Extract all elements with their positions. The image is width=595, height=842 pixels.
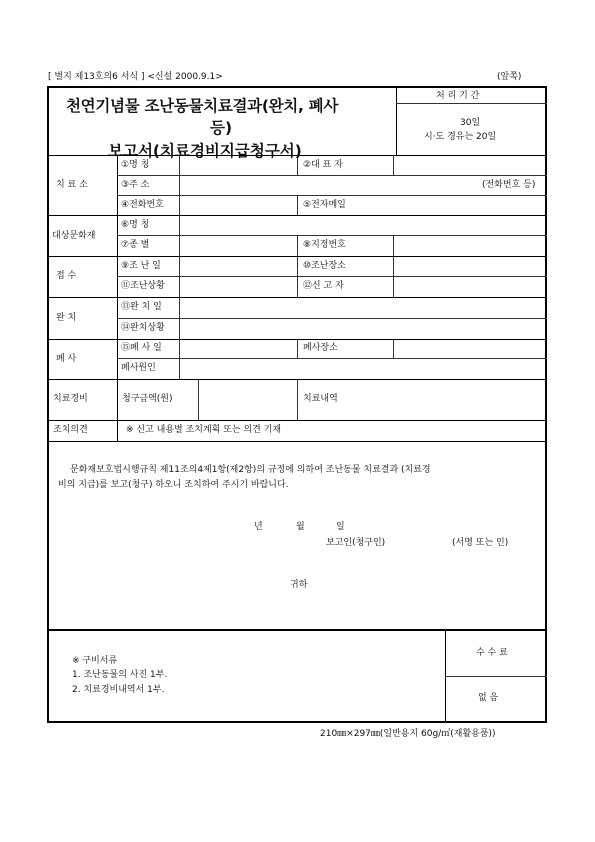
target-species-label: ⑦종 별: [121, 240, 150, 250]
reporter-label: 보고인(청구인): [326, 538, 386, 548]
clinic-email-label: ⑤전자메일: [303, 200, 346, 210]
fee-label: 수 수 료: [476, 648, 508, 658]
form-title-line1: 천연기념물 조난동물치료결과(완치, 폐사: [66, 97, 339, 115]
addressee-label: 귀하: [290, 580, 308, 590]
signature-label: (서명 또는 인): [452, 538, 509, 548]
section-death: 폐 사: [56, 354, 77, 364]
death-date-label: ⑮폐 사 일: [121, 343, 162, 353]
date-year-label: 년: [254, 522, 263, 532]
cost-detail-label: 치료내역: [303, 394, 338, 404]
clinic-name-label: ①명 칭: [121, 160, 150, 170]
date-day-label: 일: [336, 522, 345, 532]
target-name-label: ⑥명 칭: [121, 220, 150, 230]
processing-note: 시·도 경유는 20일: [424, 132, 497, 142]
form-reference: [ 별지 제13호의6 서식 ] <신설 2000.9.1>: [48, 72, 223, 82]
required-docs-title: ※ 구비서류: [72, 656, 118, 666]
required-doc-item-2: 2. 치료경비내역서 1부.: [72, 685, 165, 695]
clinic-address-label: ③주 소: [121, 180, 150, 190]
section-receipt: 접 수: [56, 271, 77, 281]
cost-amount-label: 청구금액(원): [122, 394, 173, 404]
fee-value: 없 음: [478, 693, 499, 703]
receipt-date-label: ⑨조 난 일: [121, 261, 161, 271]
date-month-label: 월: [296, 522, 305, 532]
processing-period-label: 처 리 기 간: [436, 91, 480, 101]
death-place-label: 폐사장소: [303, 343, 338, 353]
clinic-phone-note: (전화번호 등): [482, 180, 536, 190]
paper-spec: 210㎜×297㎜(일반용지 60g/㎡(재활용품)): [320, 729, 496, 739]
section-opinion: 조치의견: [53, 425, 88, 435]
page-side-label: (앞쪽): [497, 72, 522, 82]
form-title-line2: 등): [210, 119, 233, 137]
section-target: 대상문화재: [52, 231, 96, 241]
body-paragraph-line1: 문화재보호법시행규칙 제11조의4제1항(제2항)의 규정에 의하여 조난동물 치료결과 (치료경: [70, 465, 431, 475]
receipt-reporter-label: ⑫신 고 자: [303, 281, 344, 291]
processing-days: 30일: [460, 118, 481, 128]
clinic-representative-label: ②대 표 자: [303, 160, 343, 170]
receipt-place-label: ⑩조난장소: [303, 261, 346, 271]
section-clinic: 치 료 소: [56, 180, 88, 190]
required-doc-item-1: 1. 조난동물의 사진 1부.: [72, 670, 168, 680]
receipt-state-label: ⑪조난상황: [121, 281, 165, 291]
section-cure: 완 치: [56, 313, 77, 323]
death-cause-label: 폐사원인: [121, 363, 156, 373]
cure-date-label: ⑬완 치 일: [121, 302, 162, 312]
cure-state-label: ⑭완치상황: [121, 323, 165, 333]
section-cost: 치료경비: [53, 394, 88, 404]
target-designation-label: ⑧지정번호: [303, 240, 346, 250]
opinion-note: ※ 신고 내용별 조치계획 또는 의견 기재: [126, 425, 282, 435]
clinic-tel-label: ④전화번호: [121, 200, 164, 210]
form-title-line3: 보고서(치료경비지급청구서): [108, 142, 302, 160]
body-paragraph-line2: 비의 지급)를 보고(청구) 하오니 조치하여 주시기 바랍니다.: [58, 480, 289, 490]
